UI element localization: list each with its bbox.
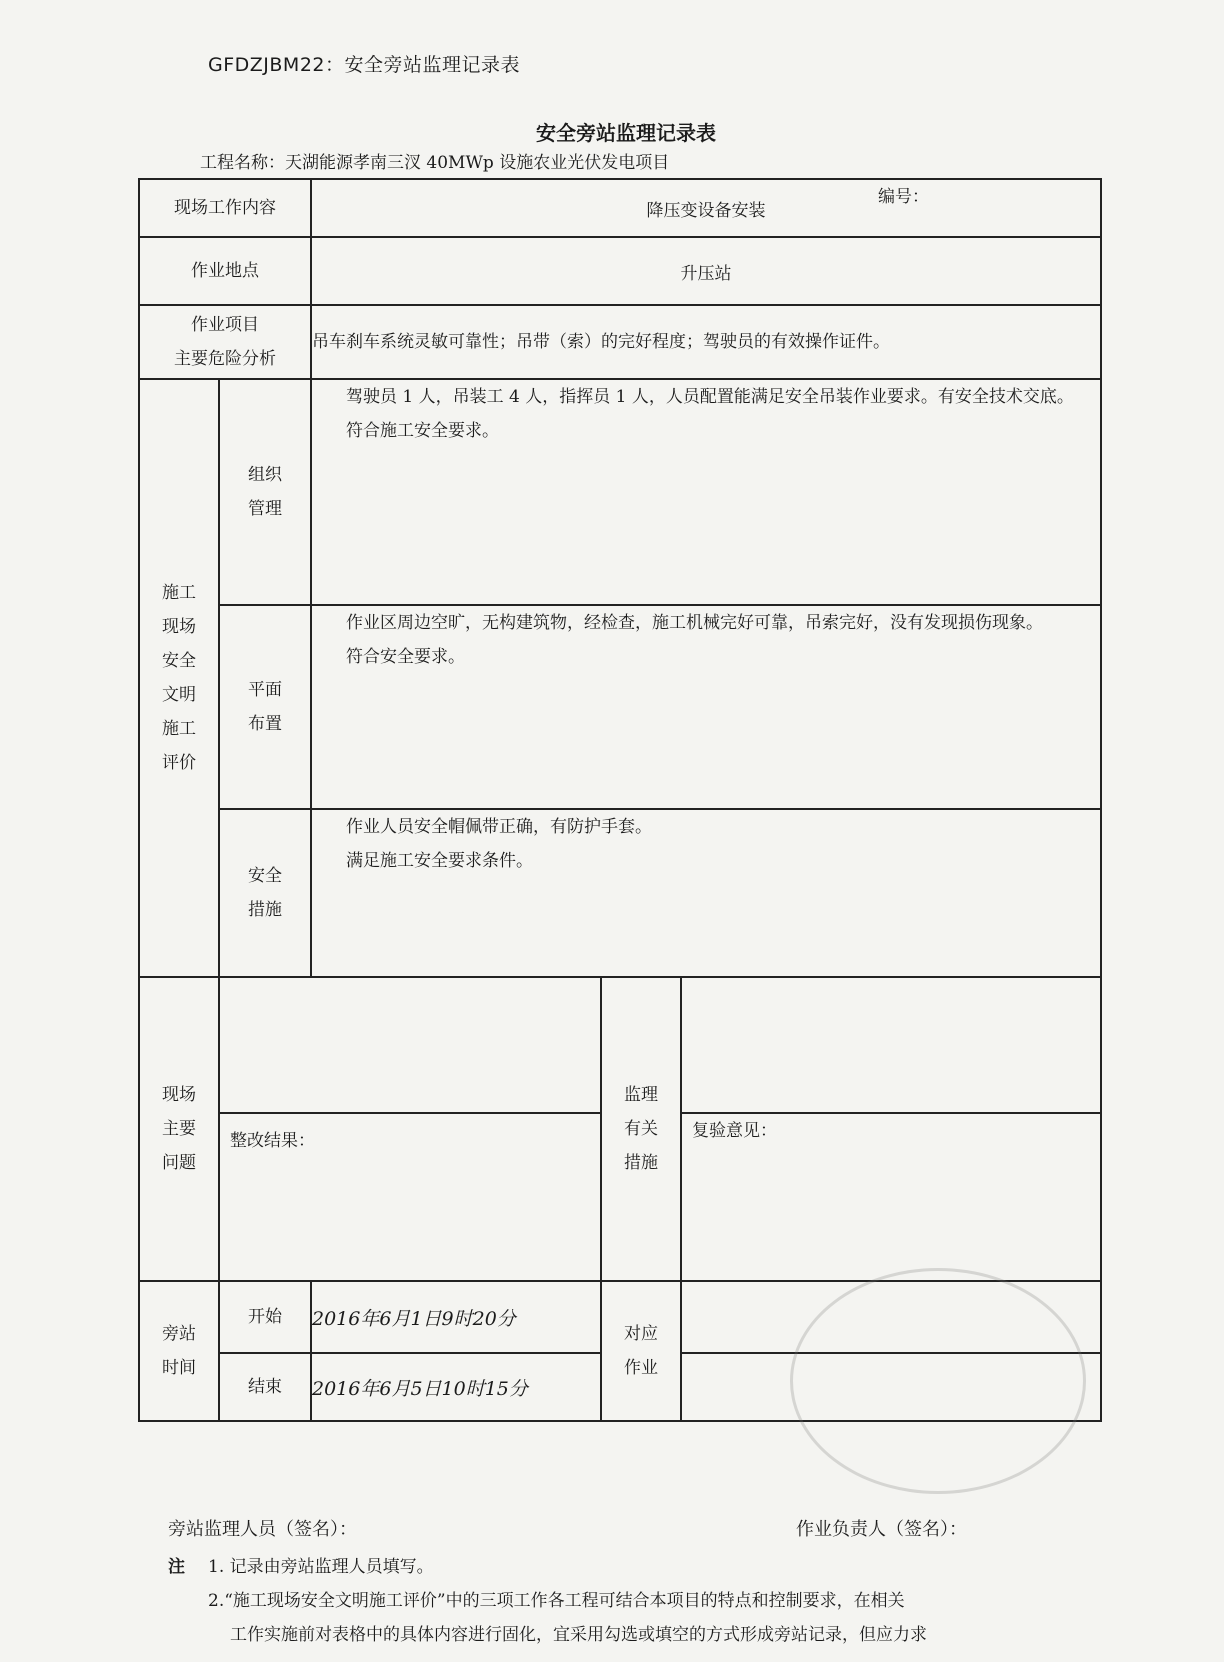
row-org: [139, 379, 1101, 605]
eval-label-char: 施工: [162, 583, 196, 603]
safety-label-line: 措施: [248, 900, 282, 920]
layout-label-line: 平面: [248, 680, 282, 700]
supervisor-signature: [168, 1515, 357, 1541]
form-code: GFDZJBM22：安全旁站监理记录表: [208, 54, 521, 76]
rectify-label: 整改结果：: [230, 1131, 315, 1151]
row-work-content: [139, 179, 1101, 237]
eval-label-char: 施工: [162, 719, 196, 739]
row-location: [139, 237, 1101, 305]
project-name: 工程名称：天湖能源孝南三汊 40MWp 设施农业光伏发电项目: [200, 153, 670, 173]
safety-label-line: 安全: [248, 866, 282, 886]
org-label: [219, 379, 311, 605]
layout-para-1: 作业区周边空旷，无构建筑物，经检查，施工机械完好可靠，吊索完好，没有发现损伤现象。: [346, 613, 1043, 633]
safety-para-1: 作业人员安全帽佩带正确，有防护手套。: [346, 817, 652, 837]
work-content-value: 降压变设备安装: [311, 179, 1101, 237]
issues-label-line: 现场: [162, 1085, 196, 1105]
eval-label-char: 评价: [162, 753, 196, 773]
start-value: 2016年6月1日9时20分: [311, 1281, 601, 1353]
row-layout: [139, 605, 1101, 809]
org-label-line: 管理: [248, 499, 282, 519]
recheck-cell: [681, 1113, 1101, 1281]
work-content-label: 现场工作内容: [139, 179, 311, 237]
note-1-text: 1. 记录由旁站监理人员填写。: [208, 1557, 434, 1577]
time-label-line: 旁站: [162, 1324, 196, 1344]
row-safety: [139, 809, 1101, 977]
leader-signature: [796, 1515, 967, 1541]
record-table: [138, 178, 1102, 1422]
layout-label: [219, 605, 311, 809]
issues-blank: [219, 977, 601, 1113]
row-issues-top: [139, 977, 1101, 1113]
supervisor-label-line: 有关: [624, 1119, 658, 1139]
org-para-1: 驾驶员 1 人，吊装工 4 人，指挥员 1 人，人员配置能满足安全吊装作业要求。有安全技术交底。: [346, 387, 1074, 407]
org-content: [311, 379, 1101, 605]
safety-label: [219, 809, 311, 977]
time-label-line: 时间: [162, 1358, 196, 1378]
eval-label-char: 文明: [162, 685, 196, 705]
evaluation-group-label: [139, 379, 219, 977]
issues-label-line: 主要: [162, 1119, 196, 1139]
recheck-label: 复验意见：: [692, 1121, 777, 1141]
hazard-label-line1: 作业项目: [191, 315, 259, 335]
end-value: 2016年6月5日10时15分: [311, 1353, 601, 1421]
location-value: 升压站: [311, 237, 1101, 305]
layout-para-2: 符合安全要求。: [346, 647, 465, 667]
start-label: 开始: [219, 1281, 311, 1353]
hazard-value: 吊车刹车系统灵敏可靠性；吊带（索）的完好程度；驾驶员的有效操作证件。: [311, 305, 1101, 379]
supervisor-label-line: 措施: [624, 1153, 658, 1173]
row-hazard: [139, 305, 1101, 379]
corresponding-label-line: 作业: [624, 1358, 658, 1378]
safety-para-2: 满足施工安全要求条件。: [346, 851, 533, 871]
safety-content: [311, 809, 1101, 977]
end-label: 结束: [219, 1353, 311, 1421]
supervisor-label-line: 监理: [624, 1085, 658, 1105]
corresponding-label-line: 对应: [624, 1324, 658, 1344]
supervisor-measures-label: [601, 977, 681, 1281]
note-2: 2.“施工现场安全文明施工评价”中的三项工作各工程可结合本项目的特点和控制要求，在相关: [208, 1591, 905, 1611]
layout-label-line: 布置: [248, 714, 282, 734]
issues-label-line: 问题: [162, 1153, 196, 1173]
eval-label-char: 安全: [162, 651, 196, 671]
supervisor-signature-label: 旁站监理人员（签名）：: [168, 1519, 357, 1540]
time-label: [139, 1281, 219, 1421]
location-label: 作业地点: [139, 237, 311, 305]
note-1: [168, 1550, 1128, 1584]
measures-blank: [681, 977, 1101, 1113]
number-label: 编号：: [878, 187, 929, 207]
eval-label-char: 现场: [162, 617, 196, 637]
org-label-line: 组织: [248, 465, 282, 485]
rectify-cell: [219, 1113, 601, 1281]
corresponding-work-label: [601, 1281, 681, 1421]
notes-head: 注: [168, 1557, 185, 1577]
layout-content: [311, 605, 1101, 809]
hazard-label: [139, 305, 311, 379]
note-3: 工作实施前对表格中的具体内容进行固化，宜采用勾选或填空的方式形成旁站记录，但应力求: [230, 1625, 927, 1645]
hazard-label-line2: 主要危险分析: [174, 349, 276, 369]
document-title: 安全旁站监理记录表: [536, 121, 716, 145]
issues-label: [139, 977, 219, 1281]
notes: [168, 1550, 1128, 1652]
official-stamp: [790, 1268, 1086, 1494]
leader-signature-label: 作业负责人（签名）：: [796, 1519, 967, 1540]
org-para-2: 符合施工安全要求。: [346, 421, 499, 441]
